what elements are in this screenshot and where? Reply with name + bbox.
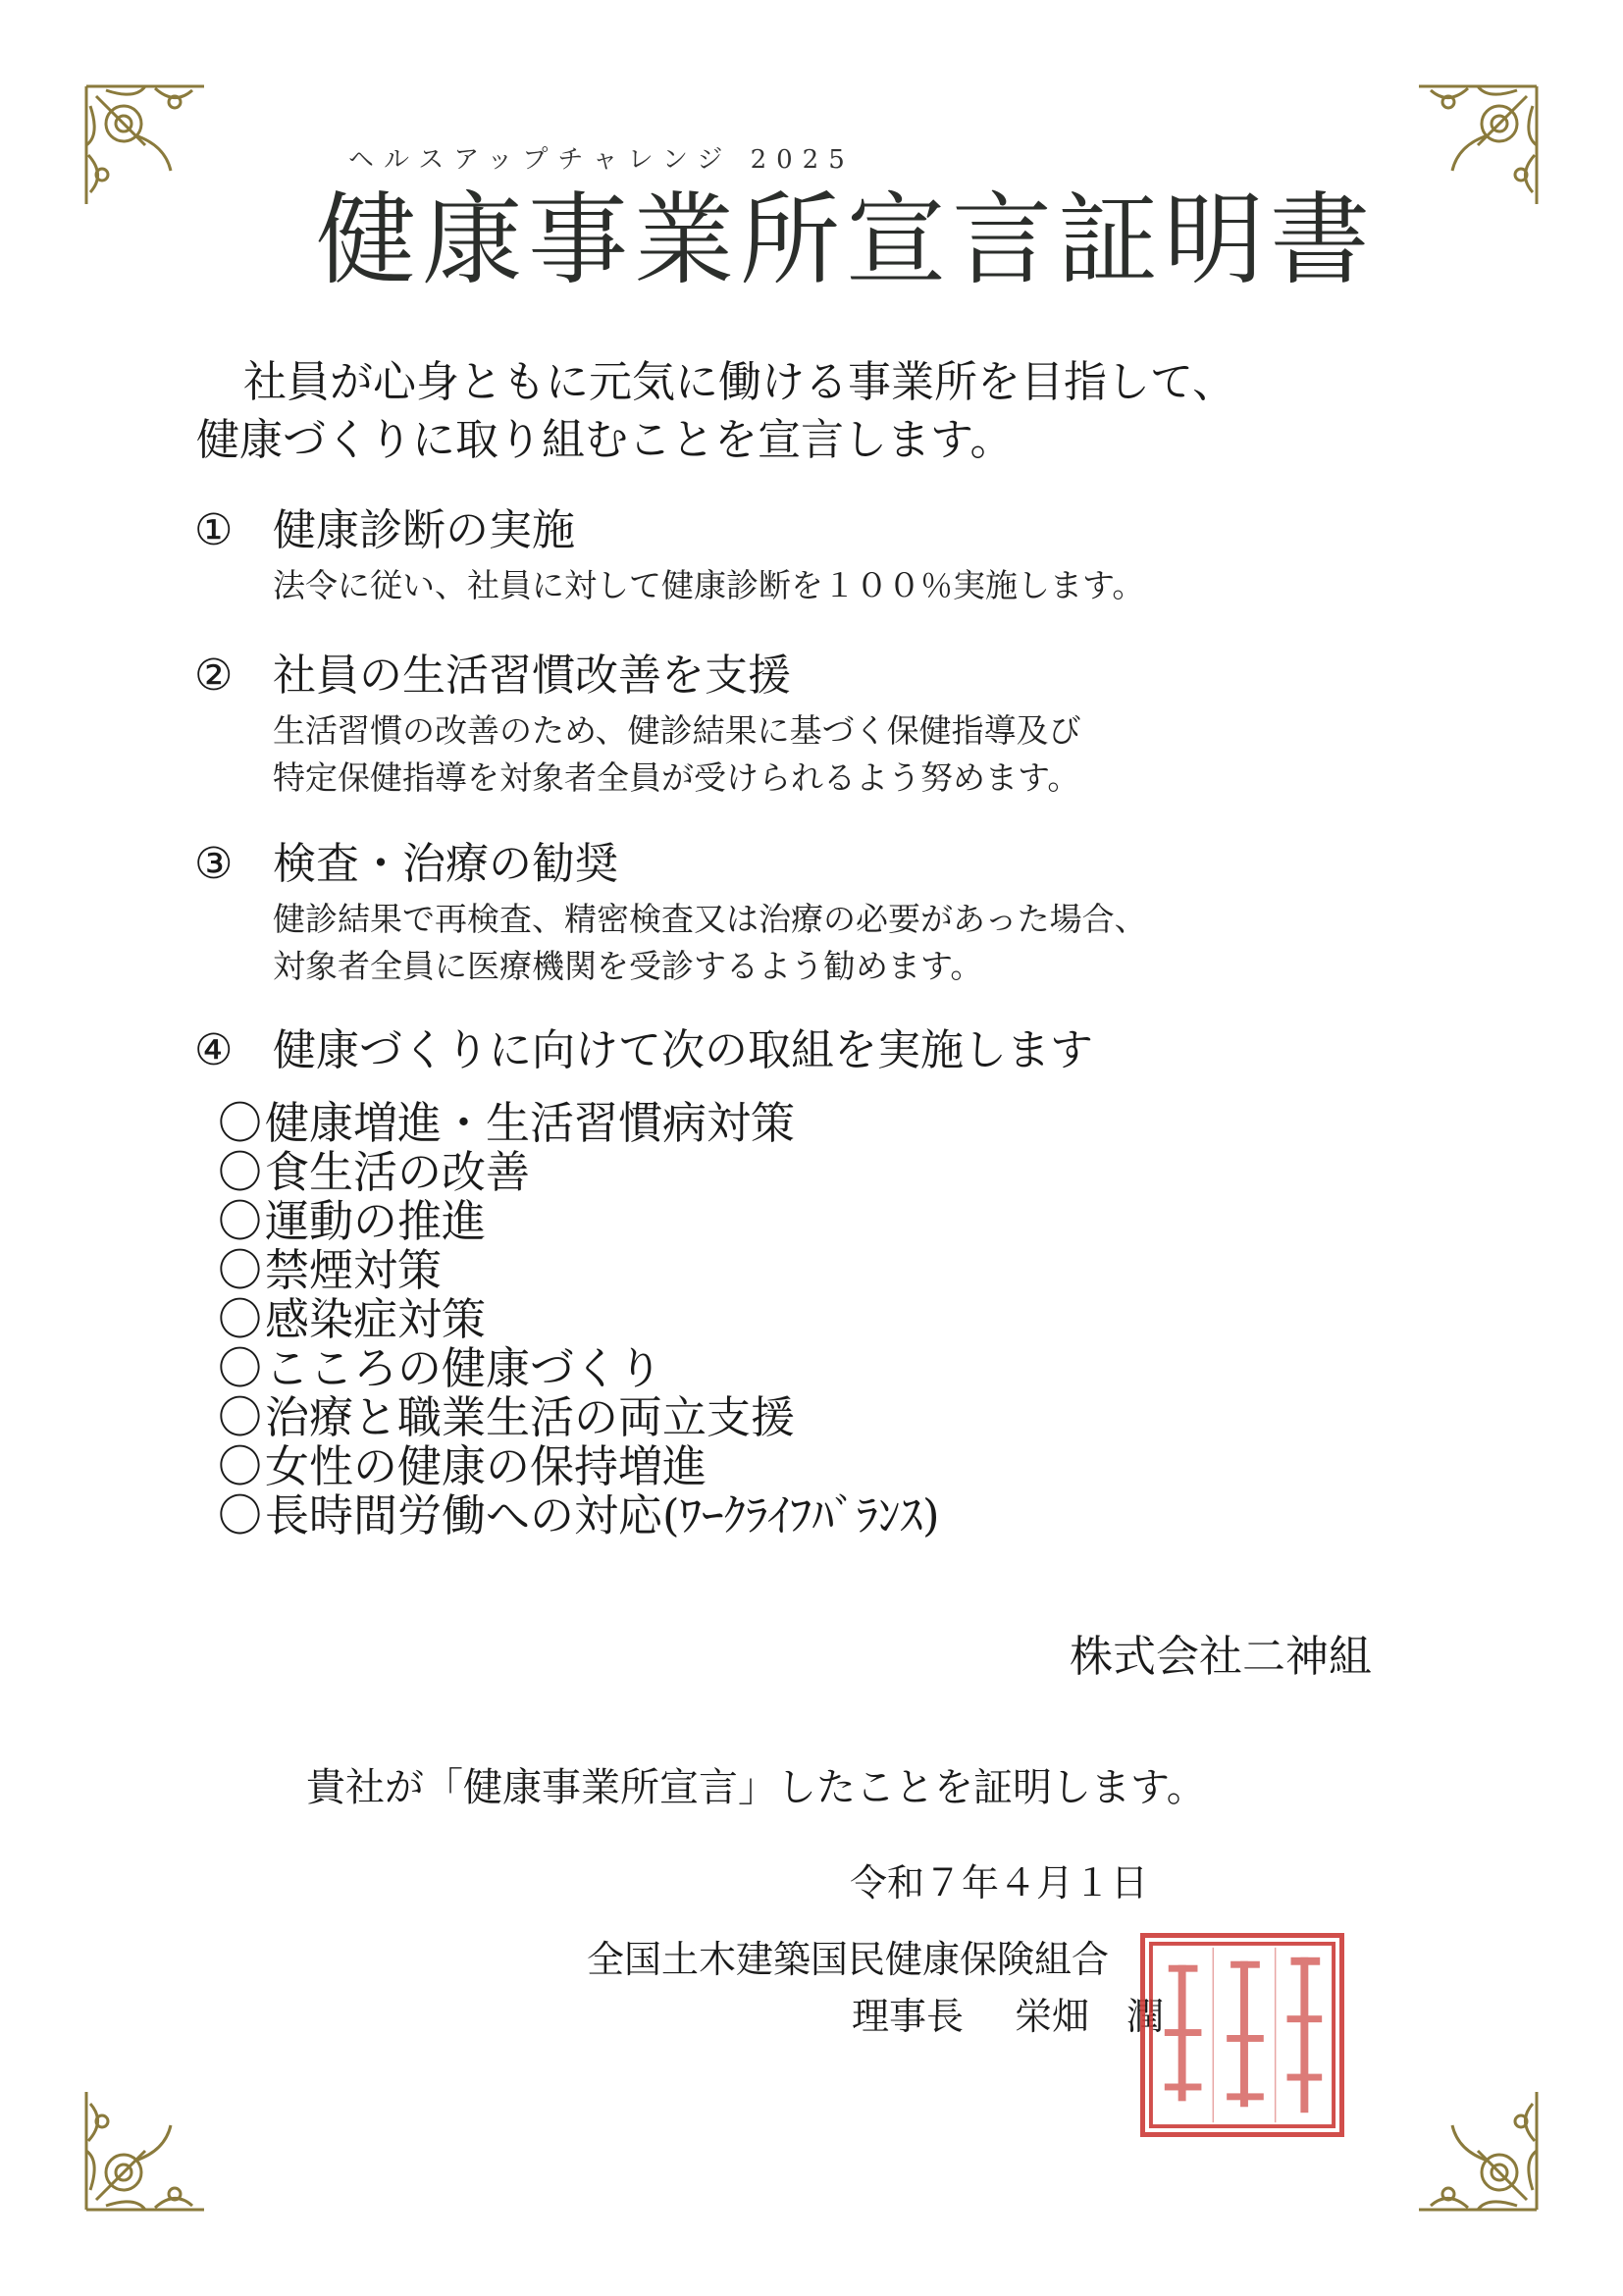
ornament-icon	[77, 77, 214, 214]
list-item: 〇運動の推進	[218, 1195, 487, 1247]
circle-bullet-icon: 〇	[218, 1097, 263, 1149]
ornament-icon	[77, 2082, 214, 2219]
ornament-icon	[1409, 2082, 1546, 2219]
circle-bullet-icon: 〇	[218, 1342, 263, 1394]
ornament-icon	[1409, 77, 1546, 214]
item-description	[194, 562, 1372, 609]
item-description-line: 対象者全員に医療機関を受診するよう勧めます。	[273, 947, 983, 986]
item-description-line: 健診結果で再検査、精密検査又は治療の必要があった場合、	[273, 900, 1147, 939]
issue-date: 令和７年４月１日	[850, 1861, 1149, 1905]
declaration-item-3	[194, 836, 1372, 990]
item-number: ④	[194, 1025, 234, 1075]
corner-ornament-top-left	[77, 77, 214, 214]
issuer-name: 全国土木建築国民健康保険組合	[587, 1938, 1110, 1981]
circle-bullet-icon: 〇	[218, 1489, 263, 1541]
circle-bullet-icon: 〇	[218, 1440, 263, 1492]
list-item: 〇長時間労働への対応(ﾜｰｸﾗｲﾌﾊﾞﾗﾝｽ)	[218, 1489, 940, 1541]
corner-ornament-top-right	[1409, 77, 1546, 214]
item-heading: 健康づくりに向けて次の取組を実施します	[273, 1025, 1093, 1075]
list-item: 〇感染症対策	[218, 1293, 487, 1345]
item-heading: 社員の生活習慣改善を支援	[273, 651, 791, 701]
list-item: 〇禁煙対策	[218, 1244, 443, 1296]
list-item: 〇治療と職業生活の両立支援	[218, 1391, 796, 1443]
list-item: 〇食生活の改善	[218, 1146, 531, 1198]
intro-line-2: 健康づくりに取り組むことを宣言します。	[196, 415, 1014, 466]
list-item: 〇こころの健康づくり	[218, 1342, 663, 1394]
seal-icon	[1145, 1938, 1339, 2132]
declaration-item-4	[194, 1022, 1372, 1078]
item-heading: 健康診断の実施	[273, 505, 575, 555]
chairman-role: 理事長	[852, 1995, 965, 2038]
declaration-item-2	[194, 648, 1372, 802]
circle-bullet-icon: 〇	[218, 1391, 263, 1443]
challenge-subtitle: ヘルスアップチャレンジ 2025	[348, 145, 855, 175]
list-item: 〇女性の健康の保持増進	[218, 1440, 707, 1492]
item-description-line: 特定保健指導を対象者全員が受けられるよう努めます。	[273, 758, 1080, 798]
declaration-intro	[196, 353, 1472, 470]
item-description-line: 法令に従い、社員に対して健康診断を１００％実施します。	[273, 566, 1145, 605]
official-seal-stamp	[1140, 1933, 1344, 2137]
circle-bullet-icon: 〇	[218, 1195, 263, 1247]
list-item: 〇健康増進・生活習慣病対策	[218, 1097, 796, 1149]
circle-bullet-icon: 〇	[218, 1244, 263, 1296]
certification-statement: 貴社が「健康事業所宣言」したことを証明します。	[306, 1765, 1206, 1810]
intro-line-1: 社員が心身ともに元気に働ける事業所を目指して、	[243, 357, 1236, 407]
item-description	[194, 707, 1372, 802]
corner-ornament-bottom-left	[77, 2082, 214, 2219]
page-title: 健康事業所宣言証明書	[316, 183, 1376, 299]
item-number: ①	[194, 505, 234, 555]
item-number: ③	[194, 839, 234, 889]
declaration-item-1	[194, 502, 1372, 609]
item-heading: 検査・治療の勧奨	[273, 839, 618, 889]
item-number: ②	[194, 651, 234, 701]
circle-bullet-icon: 〇	[218, 1293, 263, 1345]
company-name: 株式会社二神組	[1070, 1632, 1372, 1682]
item-description	[194, 896, 1372, 990]
circle-bullet-icon: 〇	[218, 1146, 263, 1198]
item-description-line: 生活習慣の改善のため、健診結果に基づく保健指導及び	[273, 711, 1081, 751]
chairman-signature-line	[852, 1986, 1164, 2040]
corner-ornament-bottom-right	[1409, 2082, 1546, 2219]
measures-list	[218, 1099, 940, 1540]
chairman-name: 栄畑 潤	[1015, 1995, 1165, 2038]
